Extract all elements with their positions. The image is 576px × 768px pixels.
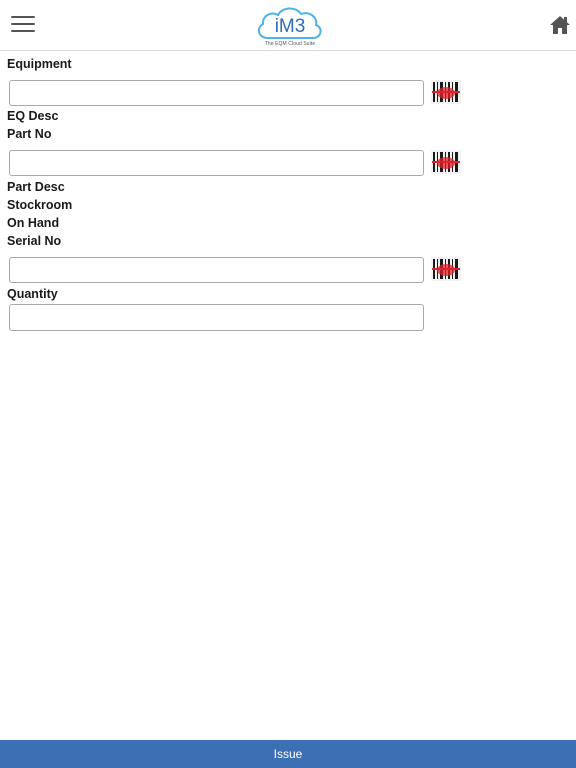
app-header	[0, 0, 576, 51]
im3-logo	[254, 4, 326, 48]
menu-bar	[11, 30, 35, 32]
quantity-input[interactable]	[9, 304, 424, 331]
logo-text: iM3	[274, 16, 306, 37]
logo-tagline: The EQM Cloud Suite	[264, 41, 316, 47]
equipment-label: Equipment	[7, 57, 72, 71]
part-desc-label: Part Desc	[7, 180, 65, 194]
part-no-input[interactable]	[9, 150, 424, 176]
serial-no-input[interactable]	[9, 257, 424, 283]
cloud-logo-icon	[254, 4, 326, 42]
barcode-scan-icon[interactable]	[431, 148, 461, 176]
stockroom-label: Stockroom	[7, 198, 73, 212]
serial-no-label: Serial No	[7, 234, 62, 248]
home-icon[interactable]	[549, 14, 571, 36]
menu-bar	[11, 23, 35, 25]
on-hand-label: On Hand	[7, 216, 60, 230]
issue-button[interactable]: Issue	[0, 740, 576, 768]
part-no-label: Part No	[7, 127, 52, 141]
barcode-scan-icon[interactable]	[431, 78, 461, 106]
eq-desc-label: EQ Desc	[7, 109, 59, 123]
quantity-label: Quantity	[7, 287, 58, 301]
hamburger-menu-icon[interactable]	[11, 15, 35, 33]
menu-bar	[11, 16, 35, 18]
barcode-scan-icon[interactable]	[431, 255, 461, 283]
equipment-input[interactable]	[9, 80, 424, 106]
